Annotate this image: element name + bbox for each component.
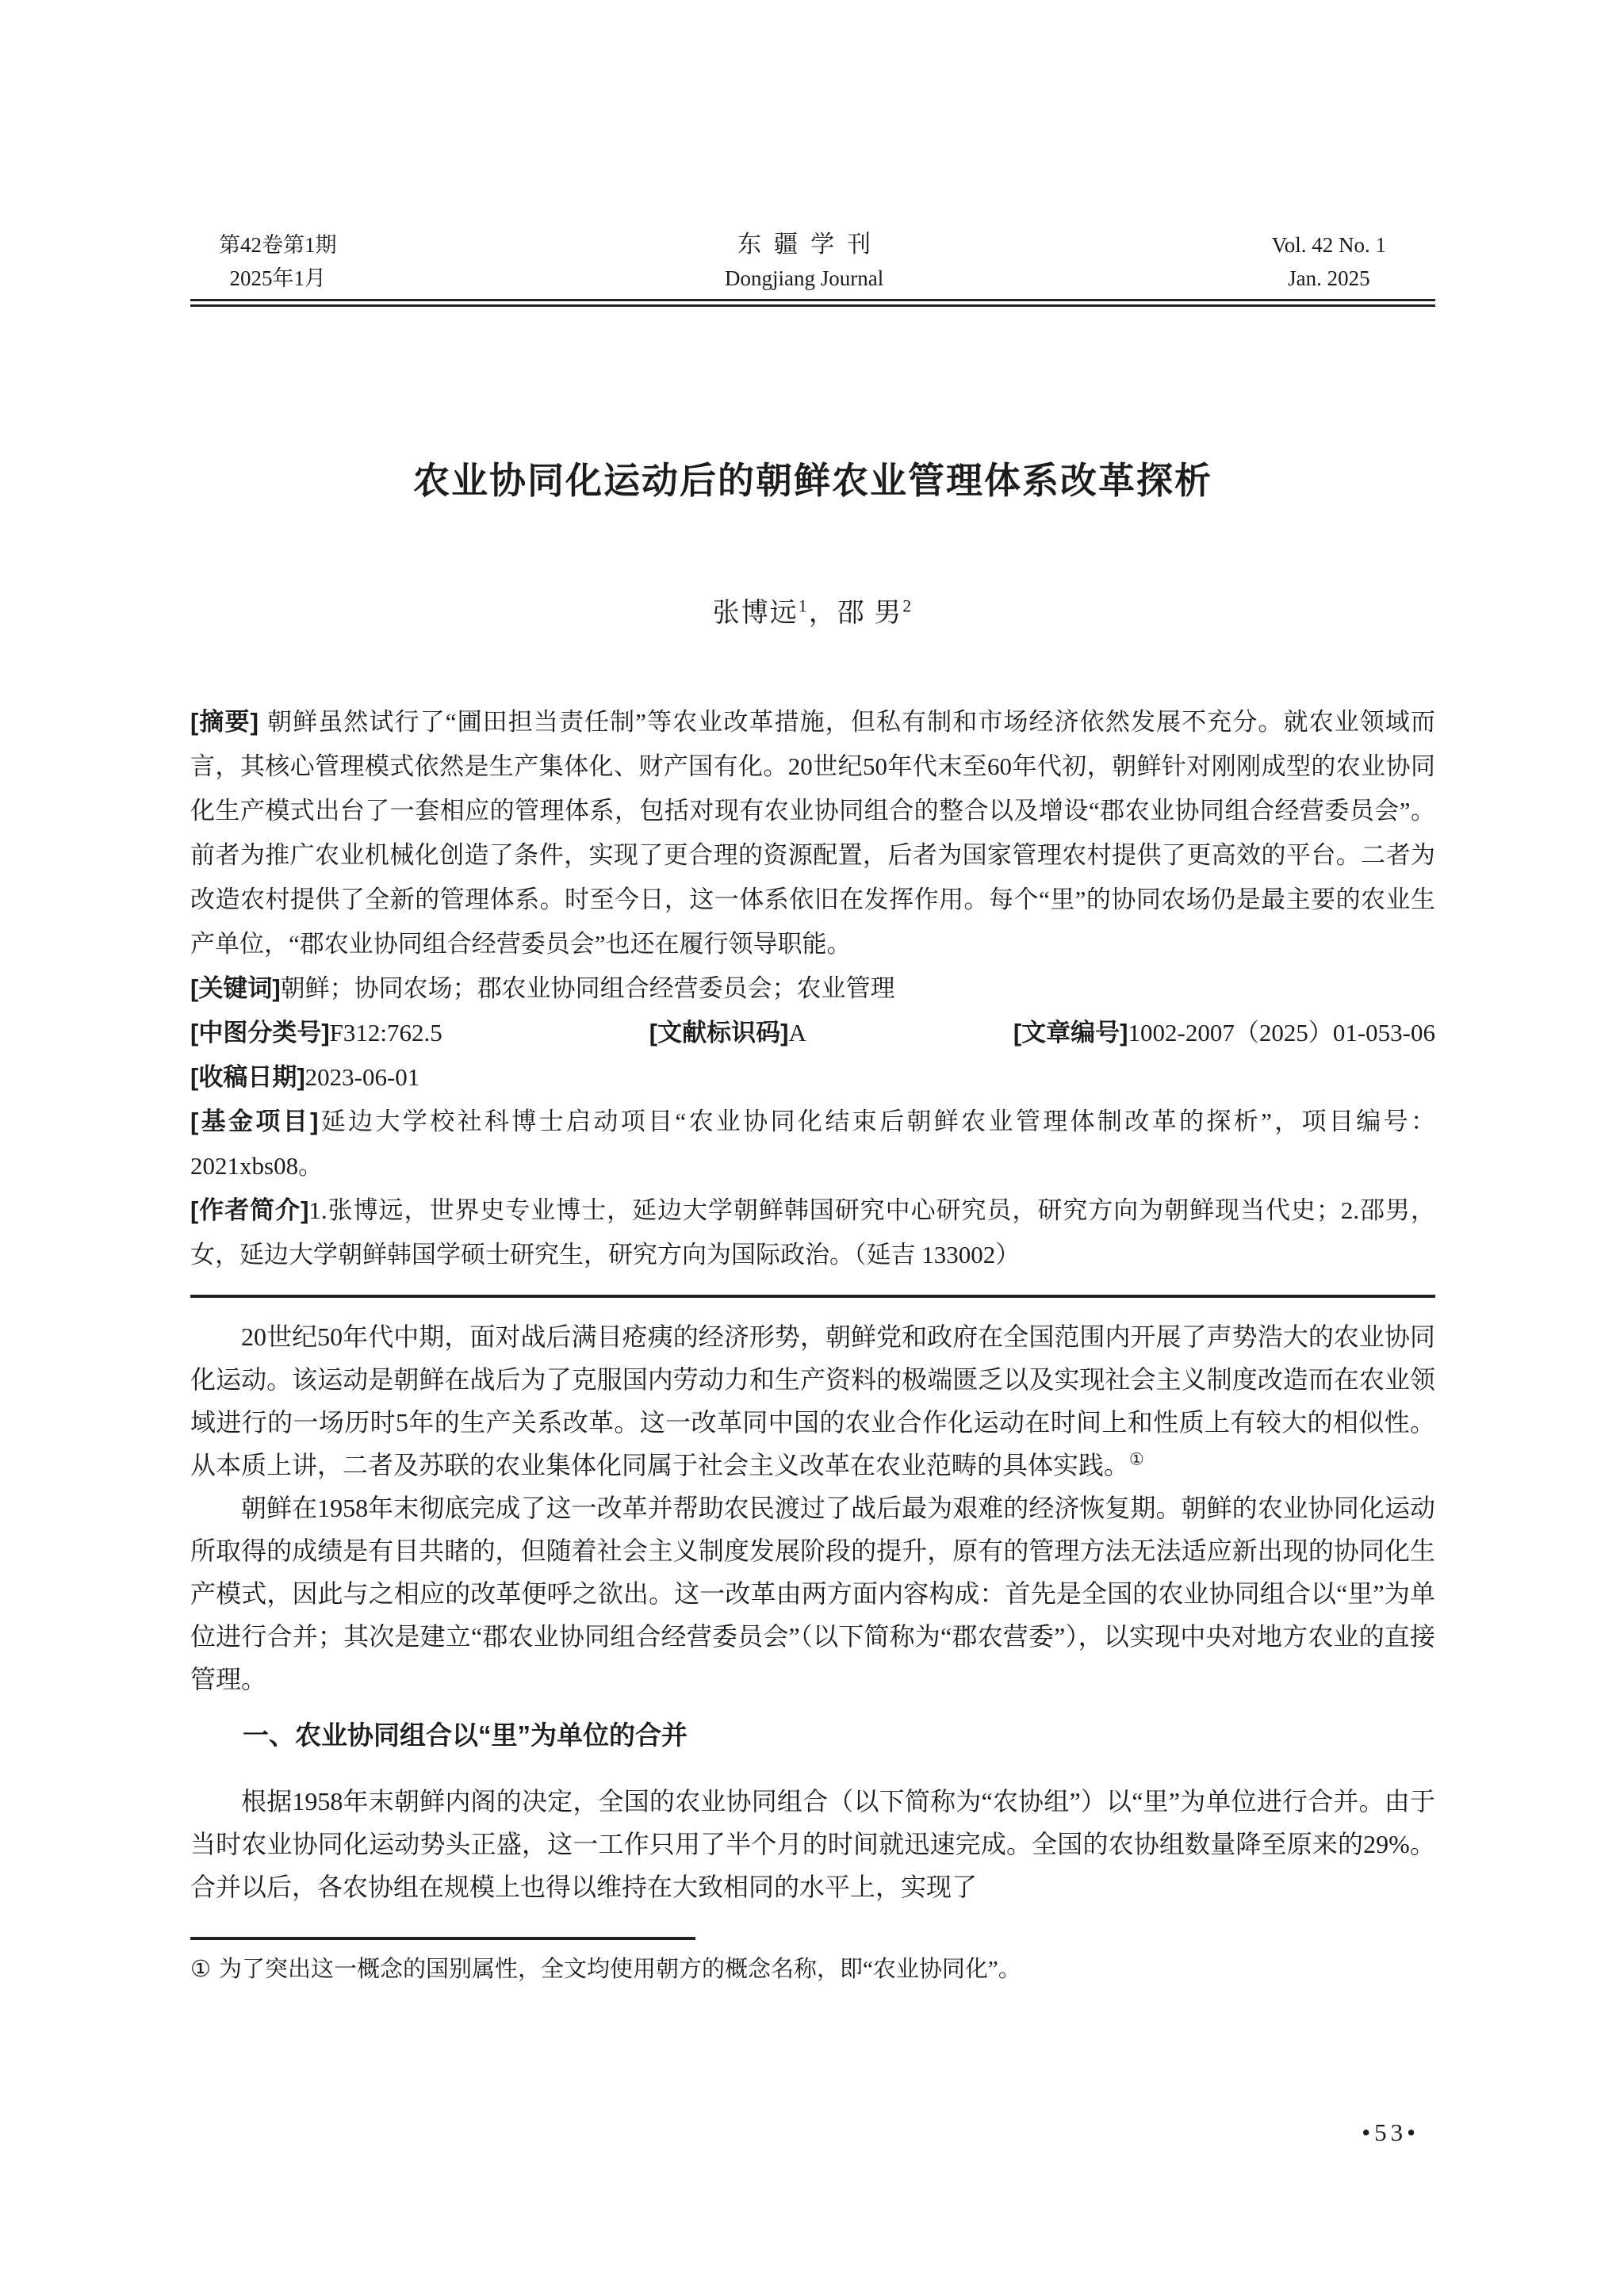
author-bio [190,1188,1435,1277]
bio-text: 1.张博远，世界史专业博士，延边大学朝鲜韩国研究中心研究员，研究方向为朝鲜现当代史；2.邵男，女，延边大学朝鲜韩国学硕士研究生，研究方向为国际政治。（延吉 133002） [190,1196,1435,1269]
footnote-text: 为了突出这一概念的国别属性，全文均使用朝方的概念名称，即“农业协同化”。 [219,1957,1021,1982]
doc-code-value: A [788,1019,806,1047]
journal-name-cn: 东疆学刊 [737,232,884,258]
received-value: 2023-06-01 [304,1063,420,1091]
fund-text: 延边大学校社科博士启动项目“农业协同化结束后朝鲜农业管理体制改革的探析”，项目编号：2021xbs08。 [190,1108,1435,1180]
body-paragraph-2: 朝鲜在1958年末彻底完成了这一改革并帮助农民渡过了战后最为艰难的经济恢复期。朝鲜的农业协同化运动所取得的成绩是有目共睹的，但随着社会主义制度发展阶段的提升，原有的管理方法无法适应新出现的协同化生产模式，因此与之相应的改革便呼之欲出。这一改革由两方面内容构成：首先是全国的农业协同组合以“里”为单位进行合并；其次是建立“郡农业协同组合经营委员会”（以下简称为“郡农营委”），以实现中央对地方农业的直接管理。 [190,1494,1435,1693]
received-date [190,1055,1435,1100]
abstract [190,700,1435,966]
article-no-item [1013,1011,1435,1055]
article-no-label: [文章编号] [1013,1019,1128,1047]
footnote-mark: ① [190,1957,211,1982]
footnote [190,1951,1435,1988]
volume-issue-en: Vol. 42 No. 1 [1271,233,1386,257]
section-1-heading: 一、农业协同组合以“里”为单位的合并 [243,1720,688,1750]
journal-header [190,228,1435,295]
doc-code-label: [文献标识码] [649,1019,789,1047]
doc-code-item [649,1011,806,1055]
clc-value: F312:762.5 [329,1019,442,1047]
header-vol-block [1272,228,1386,295]
fund-label: [基金项目] [190,1108,319,1135]
author-2-name: 邵 男 [837,599,903,628]
author-1-name: 张博远 [712,599,799,628]
header-issue-block [219,228,337,295]
authors-line [190,595,1435,632]
keywords [190,966,1435,1011]
header-journal-name-block [725,228,883,295]
date-cn: 2025年1月 [229,266,326,290]
meta-block [190,700,1435,1277]
page-number: •53• [1362,2118,1419,2146]
clc-item [190,1011,442,1055]
bio-label: [作者简介] [190,1196,309,1224]
authors-separator: ， [808,599,837,628]
header-double-rule [190,299,1435,307]
footnote-ref-1: ① [1129,1449,1144,1469]
volume-issue-cn: 第42卷第1期 [219,233,337,257]
fund-project [190,1100,1435,1188]
footnote-rule [190,1937,695,1940]
keywords-text: 朝鲜；协同农场；郡农业协同组合经营委员会；农业管理 [280,974,895,1002]
body-paragraph-1-text: 20世纪50年代中期，面对战后满目疮痍的经济形势，朝鲜党和政府在全国范围内开展了声势浩大的农业协同化运动。该运动是朝鲜在战后为了克服国内劳动力和生产资料的极端匮乏以及实现社会主义制度改造而在农业领域进行的一场历时5年的生产关系改革。这一改革同中国的农业合作化运动在时间上和性质上有较大的相似性。从本质上讲，二者及苏联的农业集体化同属于社会主义改革在农业范畴的具体实践。 [190,1322,1435,1479]
author-1-sup: 1 [798,595,809,616]
abstract-text: 朝鲜虽然试行了“圃田担当责任制”等农业改革措施，但私有制和市场经济依然发展不充分。就农业领域而言，其核心管理模式依然是生产集体化、财产国有化。20世纪50年代末至60年代初，朝鲜针对刚刚成型的农业协同化生产模式出台了一套相应的管理体系，包括对现有农业协同组合的整合以及增设“郡农业协同组合经营委员会”。前者为推广农业机械化创造了条件，实现了更合理的资源配置，后者为国家管理农村提供了更高效的平台。二者为改造农村提供了全新的管理体系。时至今日，这一体系依旧在发挥作用。每个“里”的协同农场仍是最主要的农业生产单位，“郡农业协同组合经营委员会”也还在履行领导职能。 [190,708,1435,958]
body-separator-rule [190,1295,1435,1298]
received-label: [收稿日期] [190,1063,305,1091]
article-body [190,1315,1435,1908]
article-title: 农业协同化运动后的朝鲜农业管理体系改革探析 [413,461,1212,501]
clc-label: [中图分类号] [190,1019,330,1047]
journal-name-en: Dongjiang Journal [724,266,884,290]
keywords-label: [关键词] [190,974,281,1002]
body-paragraph-1 [190,1315,1435,1487]
author-2-sup: 2 [902,595,914,616]
classification-line [190,1011,1435,1055]
body-paragraph-3: 根据1958年末朝鲜内阁的决定，全国的农业协同组合（以下简称为“农协组”）以“里”为单位进行合并。由于当时农业协同化运动势头正盛，这一工作只用了半个月的时间就迅速完成。全国的农协组数量降至原来的29%。合并以后，各农协组在规模上也得以维持在大致相同的水平上，实现了 [190,1787,1435,1901]
date-en: Jan. 2025 [1288,266,1370,290]
article-no-value: 1002-2007（2025）01-053-06 [1128,1019,1435,1047]
abstract-label: [摘要] [190,708,259,736]
